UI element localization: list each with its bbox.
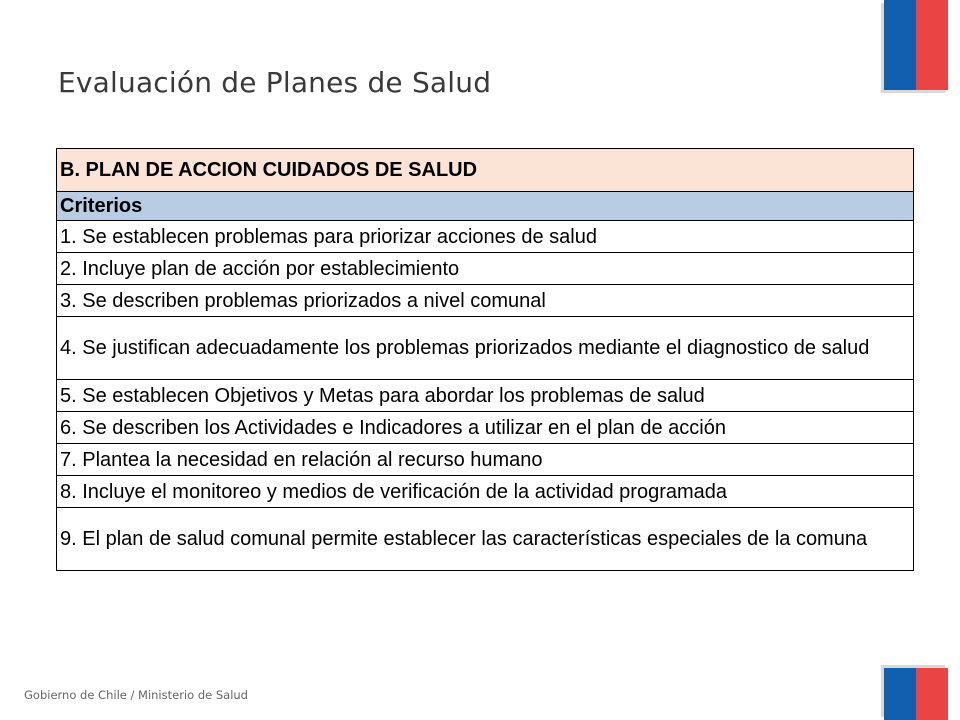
criterion-cell-4: 4. Se justifican adecuadamente los problemas priorizados mediante el diagnostico de salud [57, 317, 914, 380]
table-row [57, 412, 914, 444]
table-row [57, 253, 914, 285]
criterion-cell-3: 3. Se describen problemas priorizados a nivel comunal [57, 285, 914, 317]
table-header-row [57, 192, 914, 221]
criterion-cell-9: 9. El plan de salud comunal permite establecer las características especiales de la comuna [57, 508, 914, 571]
criterion-cell-5: 5. Se establecen Objetivos y Metas para abordar los problemas de salud [57, 380, 914, 412]
chile-flag-top-decoration [884, 0, 948, 90]
criterion-cell-2: 2. Incluye plan de acción por establecimiento [57, 253, 914, 285]
section-title-cell: B. PLAN DE ACCION CUIDADOS DE SALUD [57, 149, 914, 192]
section-title-row [57, 149, 914, 192]
criterion-cell-8: 8. Incluye el monitoreo y medios de verificación de la actividad programada [57, 476, 914, 508]
table-row [57, 444, 914, 476]
table-row [57, 317, 914, 380]
criteria-table [56, 148, 914, 571]
flag-blue-stripe [884, 0, 916, 90]
flag-red-stripe [916, 668, 948, 720]
table-row [57, 285, 914, 317]
footer-credit: Gobierno de Chile / Ministerio de Salud [24, 688, 248, 702]
table-row [57, 380, 914, 412]
criterios-header-cell: Criterios [57, 192, 914, 221]
table-row [57, 508, 914, 571]
criterion-cell-7: 7. Plantea la necesidad en relación al recurso humano [57, 444, 914, 476]
flag-blue-stripe [884, 668, 916, 720]
table-row [57, 476, 914, 508]
table-row [57, 221, 914, 253]
flag-red-stripe [916, 0, 948, 90]
slide-title: Evaluación de Planes de Salud [58, 66, 492, 99]
chile-flag-bottom-decoration [884, 668, 948, 720]
criterion-cell-1: 1. Se establecen problemas para priorizar acciones de salud [57, 221, 914, 253]
criterion-cell-6: 6. Se describen los Actividades e Indicadores a utilizar en el plan de acción [57, 412, 914, 444]
